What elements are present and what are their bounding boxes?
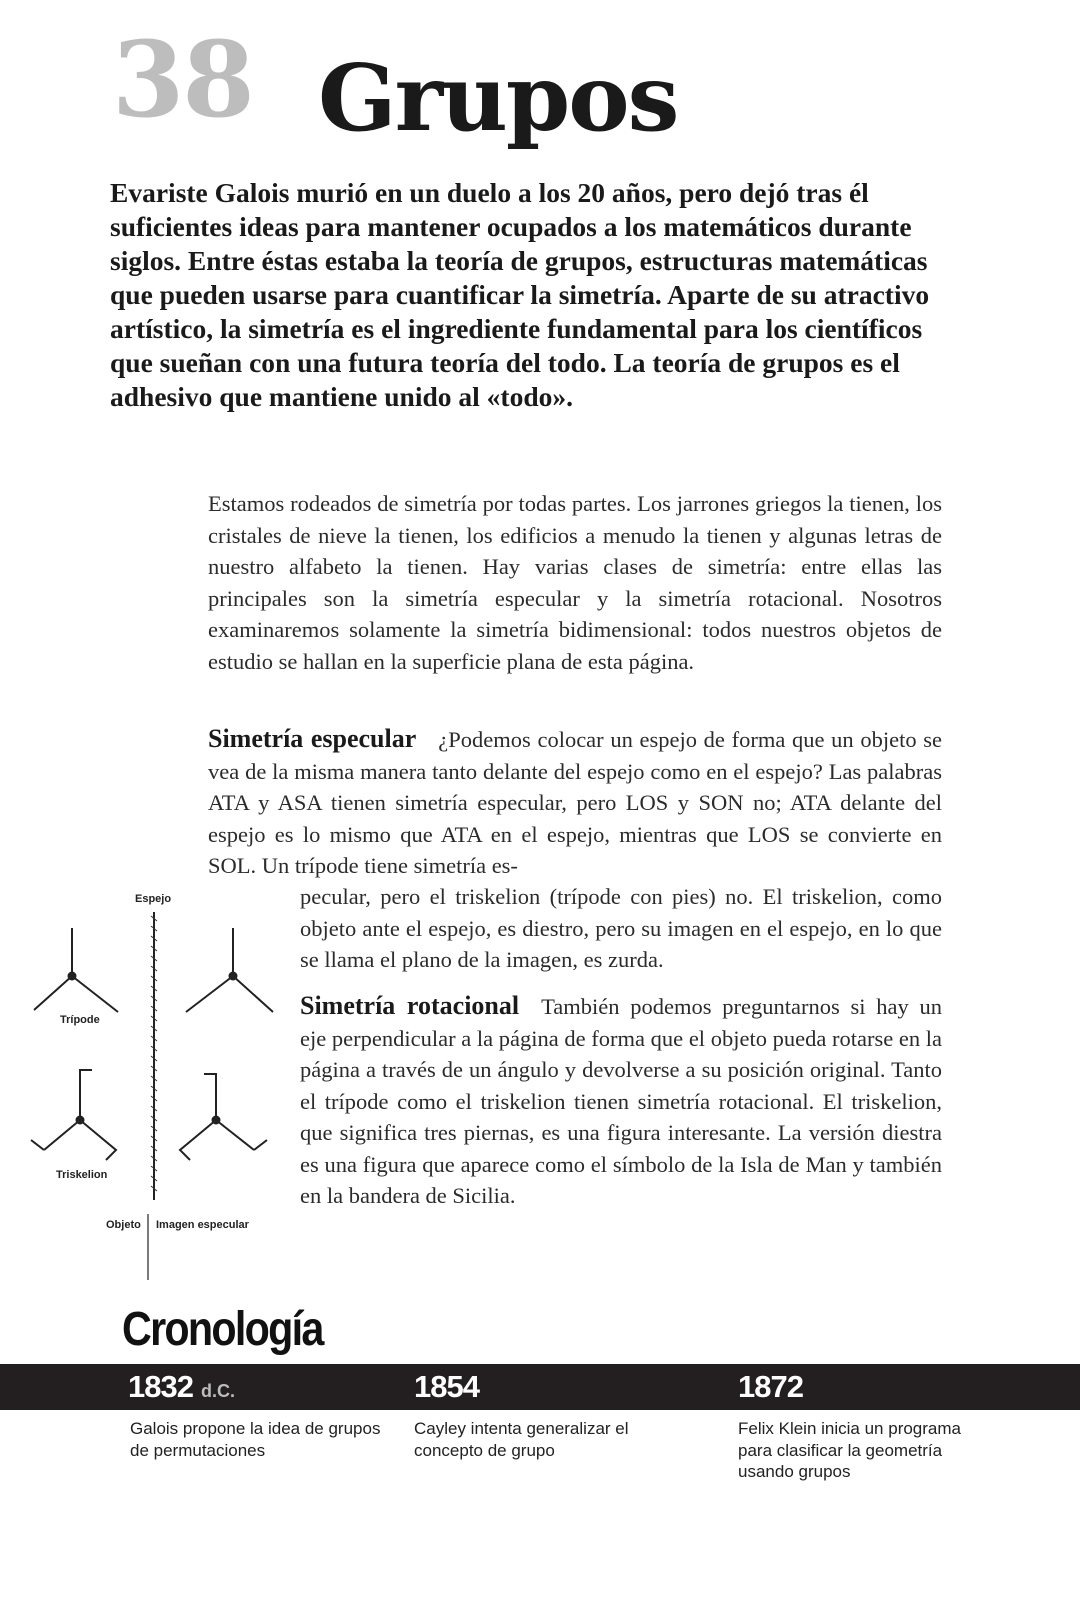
mirror-symmetry-figure: [30, 888, 290, 1280]
timeline-event-1: Galois propone la idea de grupos de permutaciones: [130, 1419, 381, 1460]
chapter-title: Grupos: [318, 44, 678, 152]
mirror-symmetry-text: ¿Podemos colocar un espejo de forma que un objeto se vea de la misma manera tanto delante del espejo como en el espejo? Las palabras ATA y ASA tienen simetría especular, pero LOS y SON no; ATA delante del espejo es lo mismo que ATA en el espejo, mientras que LOS se convierte en SOL. Un trípode tiene simetría es-: [208, 727, 942, 878]
mirror-label: Espejo: [135, 893, 172, 905]
triskelion-object: [31, 1070, 116, 1160]
tripod-object: [34, 928, 118, 1012]
triskelion-label: Triskelion: [56, 1169, 108, 1181]
rotational-symmetry-text: También podemos preguntarnos si hay un eje perpendicular a la página de forma que el objeto pueda rotarse en la página a través de un ángulo y devolverse a su posición original. Tanto el trípode como el triskelion tienen simetría rotacional. El triskelion, que significa tres piernas, es una figura interesante. La versión diestra es una figura que aparece como el símbolo de la Isla de Man y también en la bandera de Sicilia.: [300, 994, 943, 1208]
timeline-year-2: 1854: [414, 1369, 479, 1404]
timeline-year-1: 1832 d.C.: [128, 1369, 235, 1404]
mirror-symmetry-paragraph: [208, 723, 942, 882]
triskelion-mirror-image: [180, 1074, 267, 1160]
chapter-number: 38: [112, 18, 253, 141]
tripod-mirror-image: [186, 928, 273, 1012]
timeline-era: d.C.: [200, 1381, 235, 1401]
body-paragraph-symmetry: Estamos rodeados de simetría por todas partes. Los jarrones griegos la tienen, los cristales de nieve la tienen, los edificios a menudo la tienen y algunas letras de nuestro alfabeto la tienen. Hay varias clases de simetría: entre ellas las principales son la simetría especular y la simetría rotacional. Nosotros examinaremos solamente la simetría bidimensional: todos nuestros objetos de estudio se hallan en la superficie plana de esta página.: [208, 491, 942, 674]
intro-paragraph: Evariste Galois murió en un duelo a los 20 años, pero dejó tras él suficientes ideas para mantener ocupados a los matemáticos durante siglos. Entre éstas estaba la teoría de grupos, estructuras matemáticas que pueden usarse para cuantificar la simetría. Aparte de su atractivo artístico, la simetría es el ingrediente fundamental para los científicos que sueñan con una futura teoría del todo. La teoría de grupos es el adhesivo que mantiene unido al «todo».: [110, 177, 930, 412]
mirror-image-label: Imagen especular: [156, 1219, 249, 1231]
tripod-label: Trípode: [60, 1014, 100, 1026]
rotational-symmetry-heading: Simetría rotacional: [300, 991, 520, 1020]
timeline-year-3: 1872: [738, 1369, 803, 1404]
rotational-symmetry-paragraph: [300, 990, 942, 1212]
timeline-event-2: Cayley intenta generalizar el concepto de grupo: [414, 1419, 629, 1460]
mirror-line: [151, 912, 157, 1200]
mirror-symmetry-continuation: pecular, pero el triskelion (trípode con pies) no. El triskelion, como objeto ante el espejo, es diestro, pero su imagen en el espejo, en lo que se llama el plano de la imagen, es zurda.: [300, 884, 942, 972]
object-label: Objeto: [106, 1219, 141, 1231]
timeline-heading: Cronología: [122, 1303, 323, 1356]
timeline-event-3: Felix Klein inicia un programa para clasificar la geometría usando grupos: [738, 1419, 961, 1481]
mirror-symmetry-heading: Simetría especular: [208, 724, 417, 753]
